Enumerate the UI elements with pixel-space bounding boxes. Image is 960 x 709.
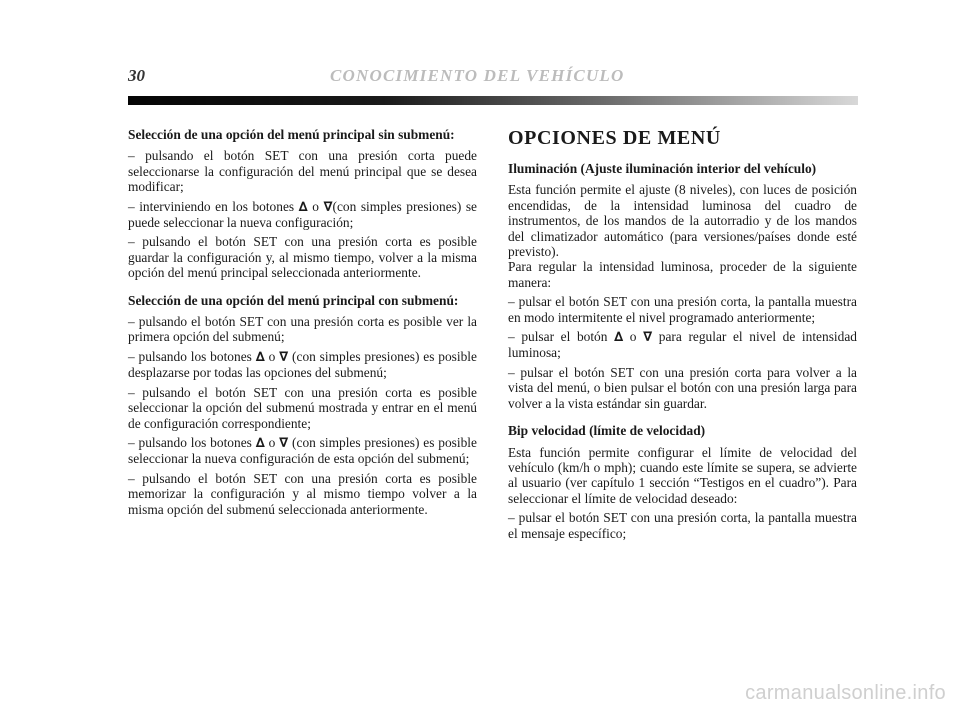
paragraph: Esta función permite el ajuste (8 niveles), con luces de posición encendidas, de la intensidad luminosa del cuadro de instrumentos, de los mandos de la autorradio y de los mandos del climatizador automático (para versiones/países donde esté previsto).	[508, 182, 857, 260]
section-heading-main-menu-with-submenu: Selección de una opción del menú principal con submenú:	[128, 292, 459, 308]
paragraph: – pulsar el botón SET con una presión corta para volver a la vista del menú, o bien pulsar el botón con una presión larga para volver a la vista estándar sin guardar.	[508, 364, 857, 411]
paragraph: – pulsar el botón SET con una presión corta, la pantalla muestra en modo intermitente el nivel programado anteriormente;	[508, 294, 857, 325]
paragraph: – pulsar el botón ∆ o ∇ para regular el nivel de intensidad luminosa;	[508, 329, 857, 361]
paragraph: – pulsar el botón SET con una presión corta, la pantalla muestra el mensaje específico;	[508, 510, 857, 541]
page-number: 30	[128, 66, 145, 85]
down-arrow-icon: ∇	[643, 330, 653, 346]
header-rule	[128, 96, 858, 105]
up-arrow-icon: ∆	[298, 199, 308, 215]
up-arrow-icon: ∆	[255, 349, 265, 365]
left-column	[128, 127, 477, 521]
up-arrow-icon: ∆	[255, 435, 265, 451]
paragraph: – pulsando el botón SET con una presión corta es posible ver la primera opción del submenú;	[128, 314, 477, 345]
running-header-title: CONOCIMIENTO DEL VEHÍCULO	[330, 66, 625, 85]
paragraph: Esta función permite configurar el límite de velocidad del vehículo (km/h o mph); cuando este límite se supera, se advierte al usuario (ver capítulo 1 sección “Testigos en el cuadro”). Para seleccionar el límite de velocidad deseado:	[508, 444, 857, 506]
section-heading-main-menu-no-submenu: Selección de una opción del menú principal sin submenú:	[128, 127, 455, 142]
down-arrow-icon: ∇	[279, 349, 289, 365]
paragraph: – pulsando el botón SET con una presión corta es posible memorizar la configuración y al mismo tiempo volver a la misma opción del submenú seleccionada anteriormente.	[128, 470, 477, 517]
up-arrow-icon: ∆	[614, 330, 624, 346]
down-arrow-icon: ∇	[323, 199, 333, 215]
section-title-menu-options: OPCIONES DE MENÚ	[508, 127, 721, 149]
paragraph: – pulsando los botones ∆ o ∇ (con simples presiones) es posible desplazarse por todas las opciones del submenú;	[128, 348, 477, 381]
down-arrow-icon: ∇	[279, 435, 289, 451]
paragraph: – pulsando el botón SET con una presión corta puede seleccionarse la configuración del menú principal que se desea modificar;	[128, 148, 477, 195]
paragraph: Para regular la intensidad luminosa, proceder de la siguiente manera:	[508, 259, 857, 290]
section-heading-speed-beep: Bip velocidad (límite de velocidad)	[508, 423, 706, 439]
paragraph: – pulsando el botón SET con una presión corta es posible seleccionar la opción del submenú mostrada y entrar en el menú de configuración correspondiente;	[128, 384, 477, 431]
section-heading-lighting: Iluminación (Ajuste iluminación interior del vehículo)	[508, 161, 817, 176]
watermark: carmanualsonline.info	[745, 682, 946, 704]
paragraph: – pulsando el botón SET con una presión corta es posible guardar la configuración y, al mismo tiempo, volver a la misma opción del menú principal seleccionada anteriormente.	[128, 234, 477, 281]
paragraph: – interviniendo en los botones ∆ o ∇(con simples presiones) se puede seleccionar la nueva configuración;	[128, 198, 477, 231]
paragraph: – pulsando los botones ∆ o ∇ (con simples presiones) es posible seleccionar la nueva configuración de esta opción del submenú;	[128, 434, 477, 467]
right-column	[508, 127, 857, 545]
